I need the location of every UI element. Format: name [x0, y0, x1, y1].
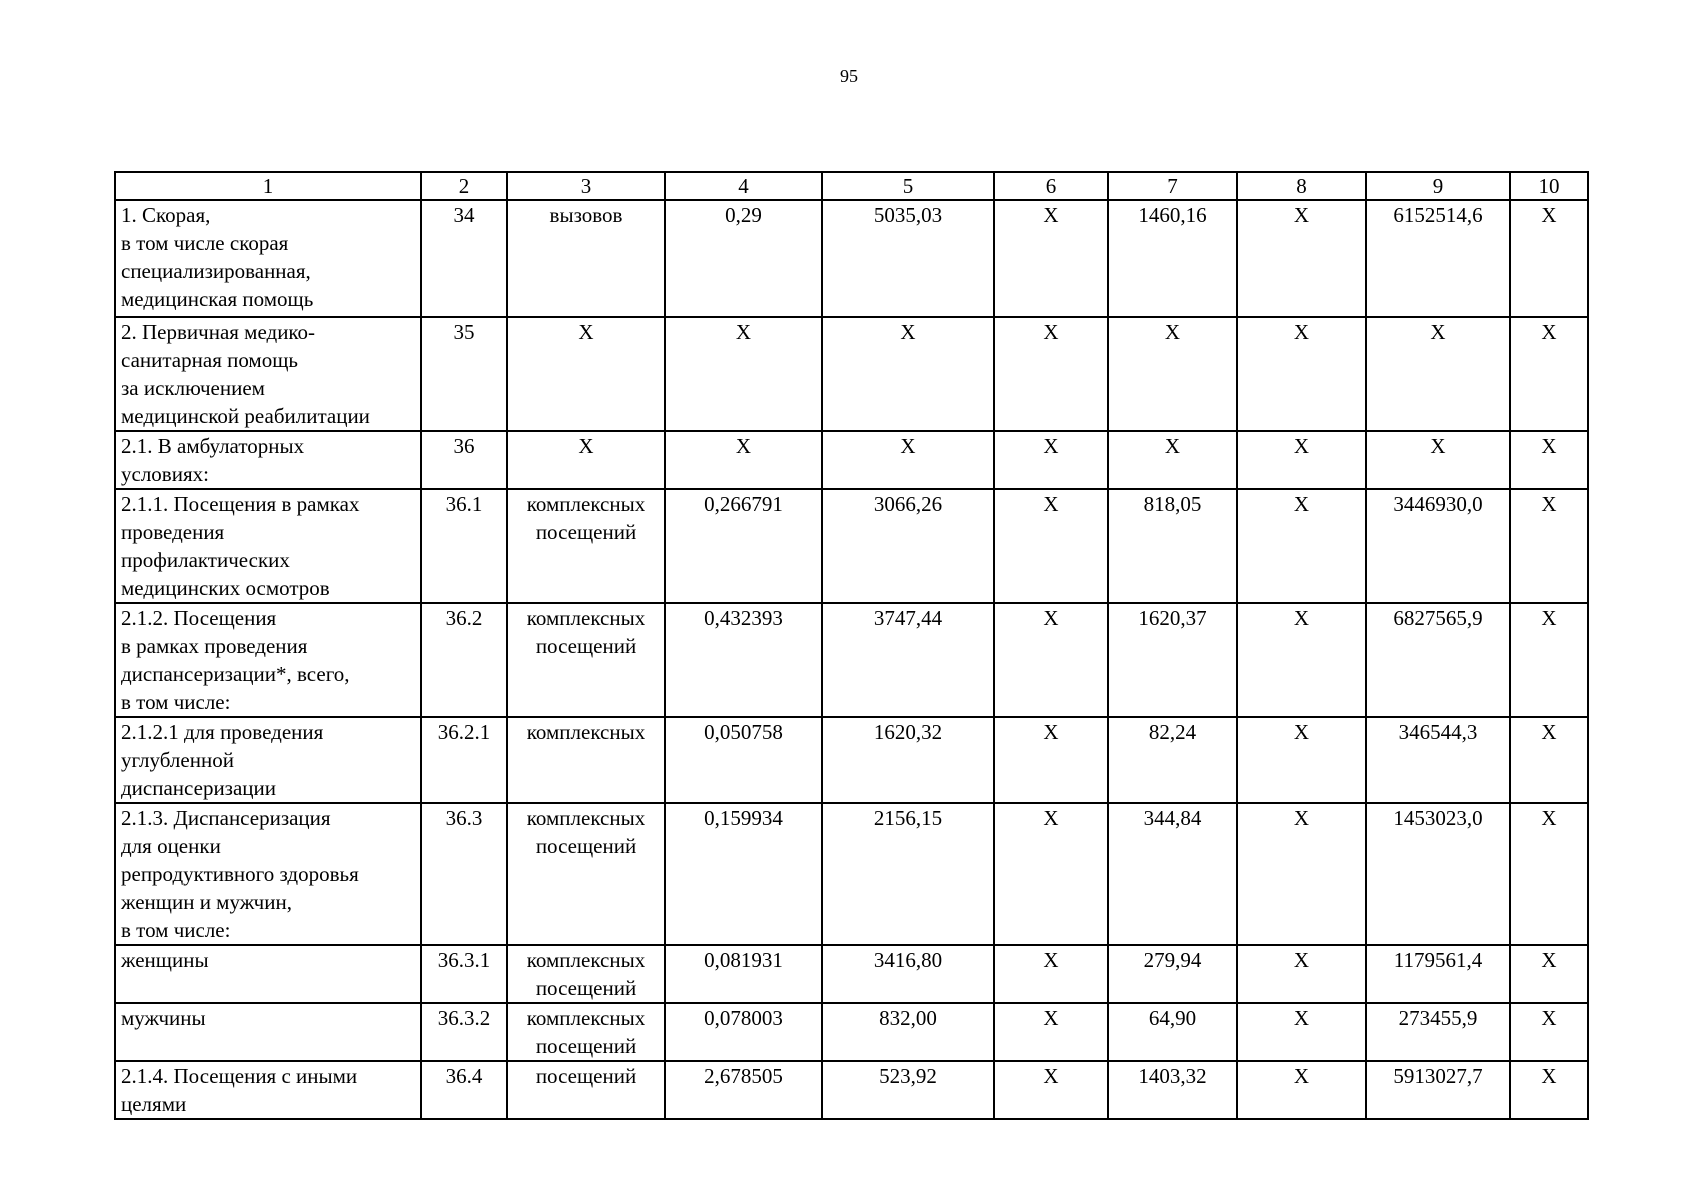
row-name-cell: 2. Первичная медико- санитарная помощь за исключением медицинской реабилитации	[115, 317, 421, 431]
value-cell: 0,078003	[665, 1003, 822, 1061]
value-cell: X	[1237, 431, 1366, 489]
table-row	[115, 200, 1588, 317]
row-number-cell: 36.2	[421, 603, 507, 717]
column-header: 7	[1108, 172, 1237, 200]
row-name-cell: женщины	[115, 945, 421, 1003]
value-cell: 5035,03	[822, 200, 994, 317]
value-cell: X	[1237, 803, 1366, 945]
value-cell: X	[1237, 603, 1366, 717]
row-name-cell: 2.1. В амбулаторных условиях:	[115, 431, 421, 489]
table-row	[115, 717, 1588, 803]
value-cell: X	[994, 603, 1108, 717]
row-number-cell: 35	[421, 317, 507, 431]
value-cell: 279,94	[1108, 945, 1237, 1003]
unit-cell: посещений	[507, 1061, 665, 1119]
value-cell: X	[994, 317, 1108, 431]
unit-cell: вызовов	[507, 200, 665, 317]
column-header: 10	[1510, 172, 1588, 200]
value-cell: 3747,44	[822, 603, 994, 717]
table-row	[115, 1003, 1588, 1061]
column-header: 4	[665, 172, 822, 200]
value-cell: 523,92	[822, 1061, 994, 1119]
column-header: 8	[1237, 172, 1366, 200]
value-cell: X	[1237, 317, 1366, 431]
row-number-cell: 36.3.1	[421, 945, 507, 1003]
unit-cell: комплексных посещений	[507, 1003, 665, 1061]
row-name-cell: 2.1.2. Посещения в рамках проведения диспансеризации*, всего, в том числе:	[115, 603, 421, 717]
table-row	[115, 603, 1588, 717]
row-number-cell: 36.4	[421, 1061, 507, 1119]
value-cell: 2156,15	[822, 803, 994, 945]
value-cell: X	[994, 717, 1108, 803]
row-number-cell: 36.2.1	[421, 717, 507, 803]
value-cell: 1179561,4	[1366, 945, 1510, 1003]
row-name-cell: 2.1.3. Диспансеризация для оценки репродуктивного здоровья женщин и мужчин, в том числе:	[115, 803, 421, 945]
value-cell: X	[1108, 317, 1237, 431]
value-cell: 5913027,7	[1366, 1061, 1510, 1119]
row-name-cell: 2.1.1. Посещения в рамках проведения профилактических медицинских осмотров	[115, 489, 421, 603]
value-cell: 273455,9	[1366, 1003, 1510, 1061]
table-row	[115, 1061, 1588, 1119]
value-cell: X	[1108, 431, 1237, 489]
table-body	[115, 200, 1588, 1119]
row-name-cell: 2.1.4. Посещения с иными целями	[115, 1061, 421, 1119]
header-row	[115, 172, 1588, 200]
unit-cell: X	[507, 317, 665, 431]
value-cell: X	[1510, 317, 1588, 431]
value-cell: 0,159934	[665, 803, 822, 945]
row-number-cell: 36	[421, 431, 507, 489]
table-row	[115, 431, 1588, 489]
column-header: 1	[115, 172, 421, 200]
value-cell: 818,05	[1108, 489, 1237, 603]
value-cell: X	[822, 431, 994, 489]
value-cell: X	[994, 431, 1108, 489]
value-cell: X	[1237, 489, 1366, 603]
value-cell: 1403,32	[1108, 1061, 1237, 1119]
column-header: 6	[994, 172, 1108, 200]
value-cell: X	[1237, 1061, 1366, 1119]
value-cell: X	[1237, 200, 1366, 317]
value-cell: 1620,37	[1108, 603, 1237, 717]
value-cell: X	[1510, 200, 1588, 317]
data-table	[114, 171, 1589, 1120]
unit-cell: комплексных посещений	[507, 945, 665, 1003]
column-header: 9	[1366, 172, 1510, 200]
value-cell: X	[994, 945, 1108, 1003]
value-cell: X	[1510, 1061, 1588, 1119]
column-header: 2	[421, 172, 507, 200]
value-cell: 3416,80	[822, 945, 994, 1003]
value-cell: 1453023,0	[1366, 803, 1510, 945]
value-cell: 0,432393	[665, 603, 822, 717]
value-cell: X	[1510, 717, 1588, 803]
value-cell: 6827565,9	[1366, 603, 1510, 717]
value-cell: 0,266791	[665, 489, 822, 603]
value-cell: 0,050758	[665, 717, 822, 803]
value-cell: 82,24	[1108, 717, 1237, 803]
value-cell: X	[994, 1003, 1108, 1061]
value-cell: X	[1510, 431, 1588, 489]
value-cell: X	[994, 1061, 1108, 1119]
row-name-cell: 2.1.2.1 для проведения углубленной диспансеризации	[115, 717, 421, 803]
value-cell: 3446930,0	[1366, 489, 1510, 603]
page-number: 95	[840, 66, 858, 86]
row-name-cell: мужчины	[115, 1003, 421, 1061]
value-cell: X	[822, 317, 994, 431]
unit-cell: комплексных посещений	[507, 603, 665, 717]
value-cell: X	[1237, 717, 1366, 803]
row-number-cell: 36.1	[421, 489, 507, 603]
table-row	[115, 945, 1588, 1003]
value-cell: X	[1510, 945, 1588, 1003]
row-number-cell: 36.3	[421, 803, 507, 945]
value-cell: 64,90	[1108, 1003, 1237, 1061]
value-cell: X	[1366, 317, 1510, 431]
unit-cell: комплексных посещений	[507, 803, 665, 945]
value-cell: X	[994, 489, 1108, 603]
row-name-cell: 1. Скорая, в том числе скорая специализированная, медицинская помощь	[115, 200, 421, 317]
unit-cell: комплексных	[507, 717, 665, 803]
column-header: 3	[507, 172, 665, 200]
value-cell: X	[1510, 1003, 1588, 1061]
value-cell: 1620,32	[822, 717, 994, 803]
value-cell: X	[1510, 803, 1588, 945]
value-cell: 2,678505	[665, 1061, 822, 1119]
value-cell: X	[1366, 431, 1510, 489]
value-cell: 832,00	[822, 1003, 994, 1061]
value-cell: X	[665, 431, 822, 489]
value-cell: X	[1510, 603, 1588, 717]
unit-cell: комплексных посещений	[507, 489, 665, 603]
column-header: 5	[822, 172, 994, 200]
value-cell: X	[1237, 945, 1366, 1003]
row-number-cell: 34	[421, 200, 507, 317]
value-cell: 0,29	[665, 200, 822, 317]
table-row	[115, 803, 1588, 945]
value-cell: X	[994, 200, 1108, 317]
table-row	[115, 489, 1588, 603]
value-cell: X	[665, 317, 822, 431]
table-header	[115, 172, 1588, 200]
value-cell: 1460,16	[1108, 200, 1237, 317]
table-row	[115, 317, 1588, 431]
value-cell: 346544,3	[1366, 717, 1510, 803]
value-cell: X	[1237, 1003, 1366, 1061]
row-number-cell: 36.3.2	[421, 1003, 507, 1061]
value-cell: 6152514,6	[1366, 200, 1510, 317]
value-cell: 3066,26	[822, 489, 994, 603]
value-cell: X	[1510, 489, 1588, 603]
value-cell: X	[994, 803, 1108, 945]
unit-cell: X	[507, 431, 665, 489]
value-cell: 344,84	[1108, 803, 1237, 945]
value-cell: 0,081931	[665, 945, 822, 1003]
